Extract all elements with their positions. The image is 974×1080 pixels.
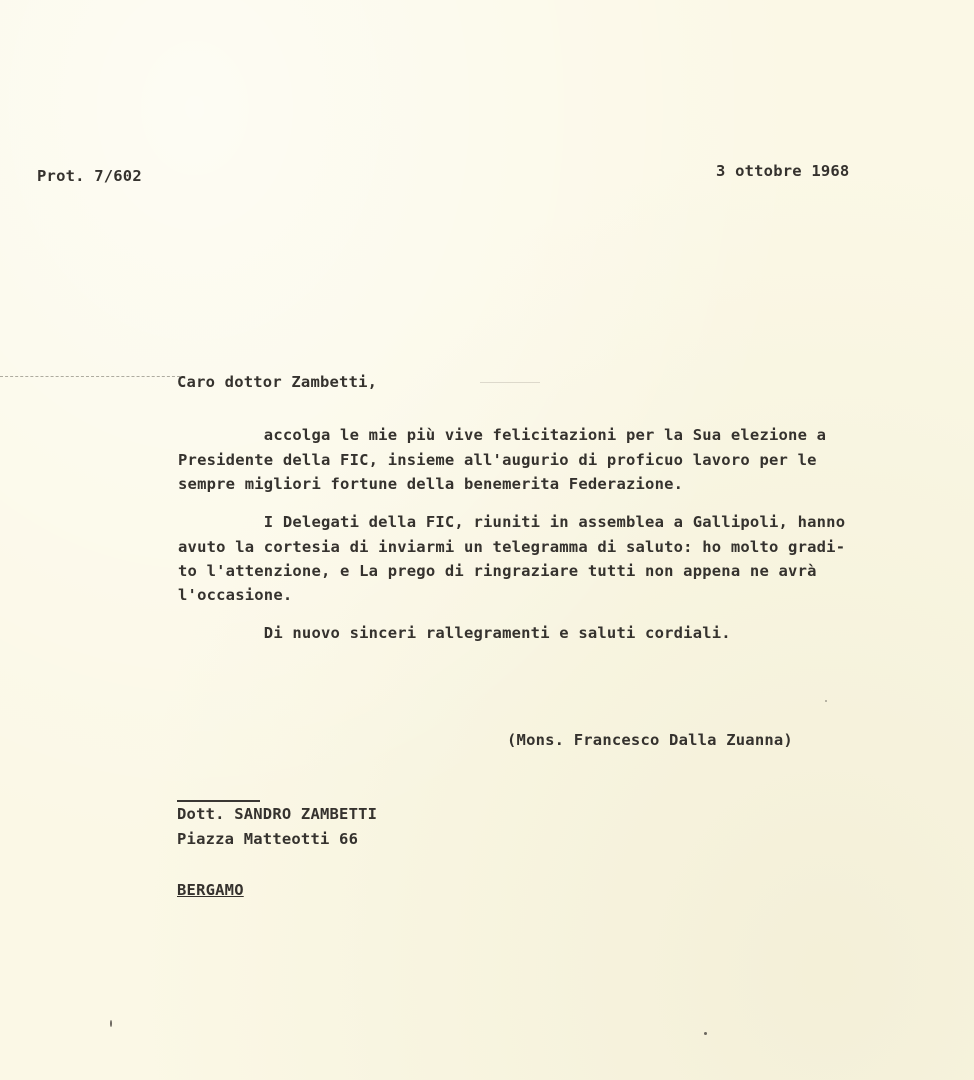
body-line: to l'attenzione, e La prego di ringraziare tutti non appena ne avrà: [178, 562, 817, 580]
body-line: I Delegati della FIC, riuniti in assemblea a Gallipoli, hanno: [178, 513, 846, 531]
paper-speck: [825, 700, 827, 702]
address-rule: [177, 800, 260, 802]
body-line: accolga le mie più vive felicitazioni per la Sua elezione a: [178, 426, 827, 444]
protocol-number: Prot. 7/602: [37, 167, 142, 185]
paper-speck: [704, 1032, 707, 1035]
recipient-name: Dott. SANDRO ZAMBETTI: [177, 805, 378, 823]
body-line: avuto la cortesia di inviarmi un telegramma di saluto: ho molto gradi-: [178, 538, 846, 556]
body-line: sempre migliori fortune della benemerita Federazione.: [178, 475, 684, 493]
salutation: Caro dottor Zambetti,: [177, 373, 378, 391]
letter-date: 3 ottobre 1968: [716, 162, 850, 180]
body-line: l'occasione.: [178, 586, 293, 604]
signature-line: (Mons. Francesco Dalla Zuanna): [507, 731, 793, 749]
body-line: Presidente della FIC, insieme all'augurio di proficuo lavoro per le: [178, 451, 817, 469]
faint-line: [480, 382, 540, 383]
recipient-city: BERGAMO: [177, 881, 244, 899]
recipient-street: Piazza Matteotti 66: [177, 830, 359, 848]
body-line: Di nuovo sinceri rallegramenti e saluti cordiali.: [178, 624, 731, 642]
paper-speck: [110, 1020, 112, 1027]
margin-dashed-line: [0, 376, 180, 377]
